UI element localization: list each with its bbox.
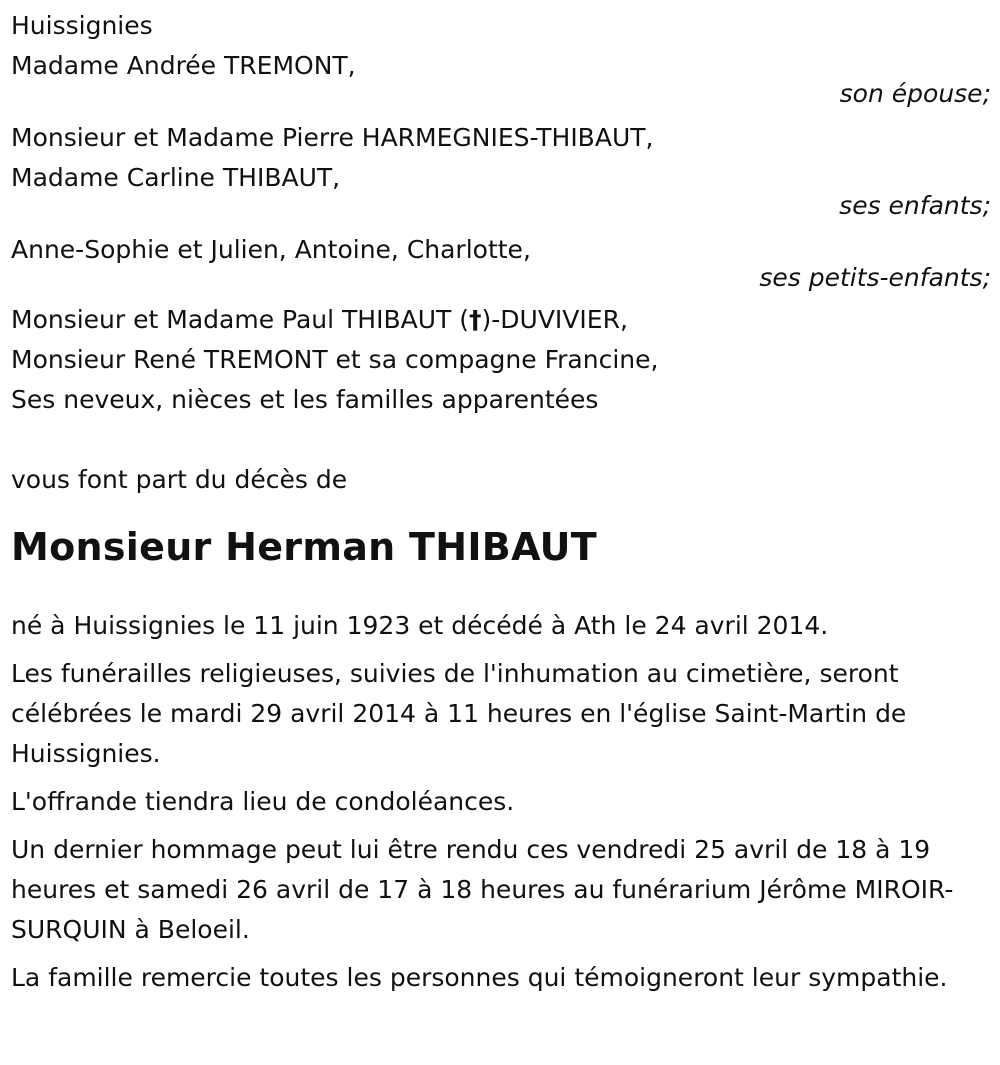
children-role: ses enfants; bbox=[839, 191, 991, 220]
locality: Huissignies bbox=[11, 11, 153, 40]
obituary-notice bbox=[11, 6, 991, 1006]
relative-line: Ses neveux, nièces et les familles apparentées bbox=[11, 385, 599, 414]
relative-text-after: )-DUVIVIER, bbox=[481, 305, 628, 334]
offering-paragraph: L'offrande tiendra lieu de condoléances. bbox=[11, 787, 515, 816]
announcement-text: vous font part du décès de bbox=[11, 465, 348, 494]
grandchildren-names: Anne-Sophie et Julien, Antoine, Charlotte, bbox=[11, 235, 531, 264]
relative-text-before: Monsieur et Madame Paul THIBAUT ( bbox=[11, 305, 469, 334]
child-name: Madame Carline THIBAUT, bbox=[11, 163, 341, 192]
relative-line bbox=[11, 300, 991, 340]
funeral-paragraph: Les funérailles religieuses, suivies de l'inhumation au cimetière, seront célébrées le mardi 29 avril 2014 à 11 heures en l'église Saint-Martin de Huissignies. bbox=[11, 659, 907, 768]
child-name: Monsieur et Madame Pierre HARMEGNIES-THIBAUT, bbox=[11, 123, 654, 152]
grandchildren-role: ses petits-enfants; bbox=[759, 263, 991, 292]
relative-line: Monsieur René TREMONT et sa compagne Francine, bbox=[11, 345, 659, 374]
cross-icon: † bbox=[469, 305, 482, 334]
deceased-name: Monsieur Herman THIBAUT bbox=[11, 525, 597, 569]
thanks-paragraph: La famille remercie toutes les personnes qui témoigneront leur sympathie. bbox=[11, 963, 948, 992]
birth-death-paragraph: né à Huissignies le 11 juin 1923 et décédé à Ath le 24 avril 2014. bbox=[11, 611, 829, 640]
spouse-role: son épouse; bbox=[839, 79, 991, 108]
tribute-paragraph: Un dernier hommage peut lui être rendu ces vendredi 25 avril de 18 à 19 heures et samedi 26 avril de 17 à 18 heures au funérarium Jérôme MIROIR-SURQUIN à Beloeil. bbox=[11, 835, 954, 944]
spouse-name: Madame Andrée TREMONT, bbox=[11, 51, 356, 80]
